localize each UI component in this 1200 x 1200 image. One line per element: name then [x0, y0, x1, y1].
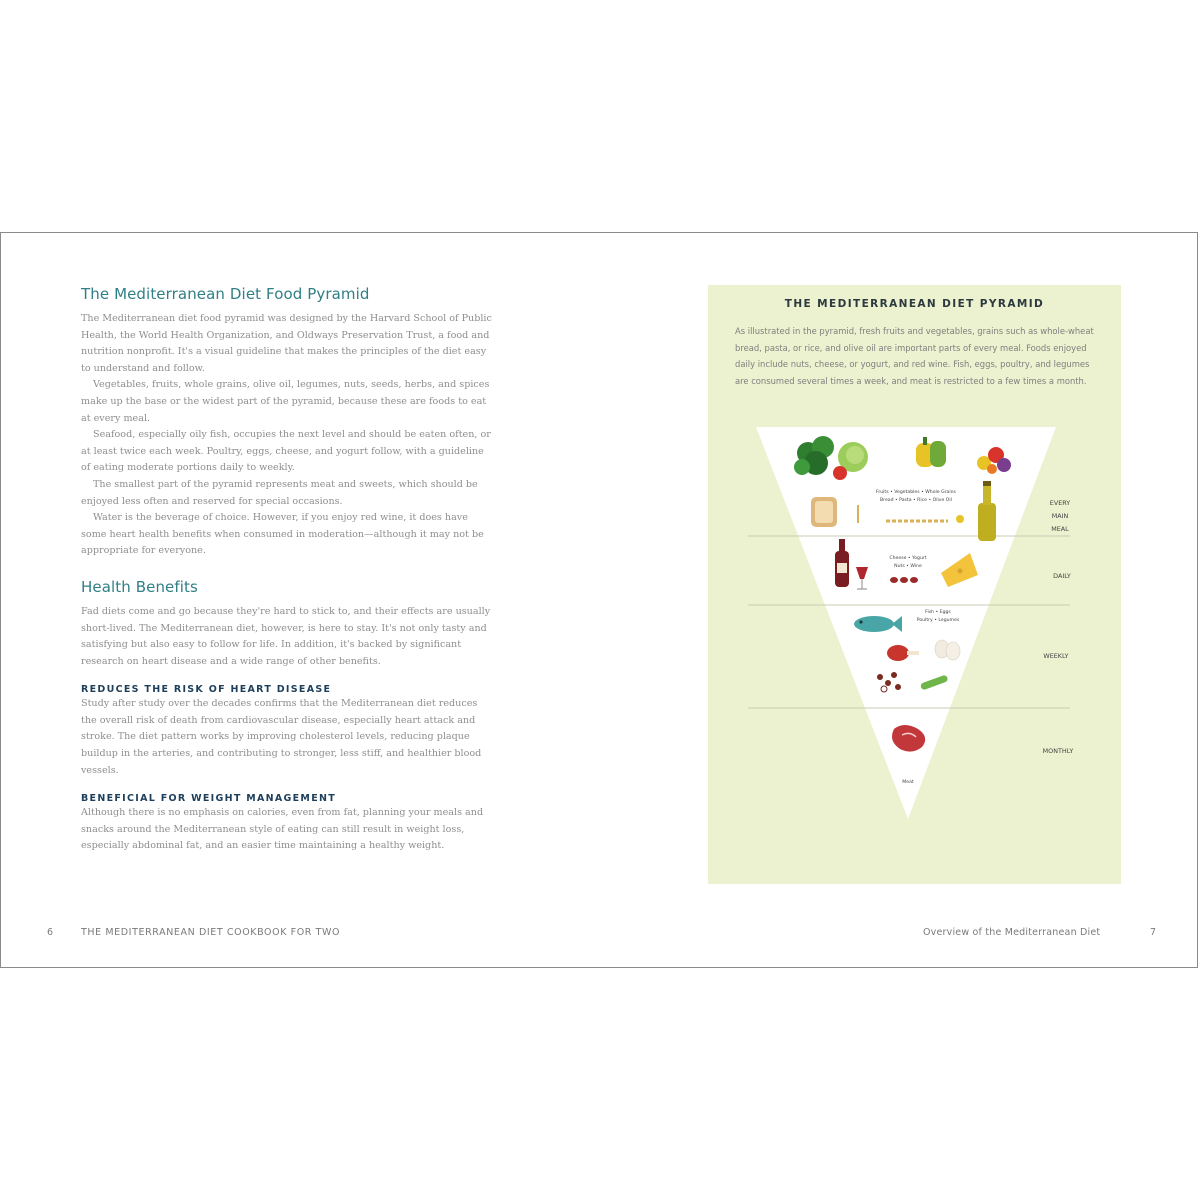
- nuts-icon: [890, 577, 918, 583]
- tier-label-monthly: MONTHLY: [1042, 747, 1074, 755]
- tier-label-main: MAIN: [1051, 512, 1069, 520]
- food-label-monthly: Meat: [902, 780, 914, 785]
- eggs-icon: [935, 640, 960, 660]
- food-label-daily-2: Nuts • Wine: [894, 564, 922, 569]
- paragraph-1: The Mediterranean diet food pyramid was designed by the Harvard School of Public Health, the World Health Organization, and Oldways Preservation Trust, a food and nutrition nonprofit. It's a visual guideline that makes the principles of the diet easy to understand and follow.: [81, 313, 492, 374]
- right-page-number: 7: [1150, 927, 1157, 938]
- subheading-weight-management: BENEFICIAL FOR WEIGHT MANAGEMENT: [81, 793, 337, 805]
- subheading-heart-disease: REDUCES THE RISK OF HEART DISEASE: [81, 684, 332, 696]
- tier-label-every: EVERY: [1049, 499, 1071, 507]
- panel-title: THE MEDITERRANEAN DIET PYRAMID: [784, 298, 1045, 310]
- food-label-daily-1: Cheese • Yogurt: [889, 556, 927, 561]
- paragraph-2: Vegetables, fruits, whole grains, olive oil, legumes, nuts, seeds, herbs, and spices make up the base or the widest part of the pyramid, because these are foods to eat at every meal.: [81, 379, 490, 424]
- pyramid-triangle: [756, 427, 1056, 819]
- food-label-weekly-1: Fish • Eggs: [925, 610, 951, 615]
- health-intro: Fad diets come and go because they're hard to stick to, and their effects are usually short-lived. The Mediterranean diet, however, is here to stay. It's not only tasty and satisfying but also easy to follow for life. In addition, it's backed by significant research on heart disease and a wide range of other benefits.: [81, 605, 491, 667]
- panel-text: As illustrated in the pyramid, fresh fruits and vegetables, grains such as whole-wheat bread, pasta, or rice, and olive oil are important parts of every meal. Foods enjoyed daily include nuts, cheese, or yogurt, and red wine. Fish, eggs, poultry, and legumes are consumed several times a week, and meat is restricted to a few times a month.: [735, 326, 1094, 386]
- right-running-head: Overview of the Mediterranean Diet: [923, 927, 1101, 938]
- tier-label-daily: DAILY: [1053, 572, 1071, 580]
- food-label-meal-1: Fruits • Vegetables • Whole Grains: [876, 490, 956, 495]
- left-running-head: THE MEDITERRANEAN DIET COOKBOOK FOR TWO: [81, 927, 341, 938]
- food-pyramid-illustration: [708, 425, 1121, 835]
- pyramid-panel: [708, 285, 1121, 884]
- left-page-number: 6: [47, 927, 54, 938]
- paragraph-3: Seafood, especially oily fish, occupies the next level and should be eaten often, or at least twice each week. Poultry, eggs, cheese, and yogurt follow, with a guideline of eating moderate portions daily to weekly.: [81, 429, 491, 474]
- left-page-content: [81, 285, 496, 855]
- section-title-pyramid: The Mediterranean Diet Food Pyramid: [81, 285, 370, 303]
- paragraph-5: Water is the beverage of choice. However, if you enjoy red wine, it does have some heart health benefits when consumed in moderation—although it may not be appropriate for everyone.: [81, 512, 484, 557]
- section-title-health-benefits: Health Benefits: [81, 577, 198, 596]
- heart-disease-text: Study after study over the decades confirms that the Mediterranean diet reduces the overall risk of death from cardiovascular disease, especially heart attack and stroke. The diet pattern works by improving cholesterol levels, reducing plaque buildup in the arteries, and contributing to stronger, less stiff, and healthier blood vessels.: [81, 698, 482, 776]
- tier-label-weekly: WEEKLY: [1043, 652, 1069, 660]
- bread-icon: [811, 497, 837, 527]
- tier-label-meal: MEAL: [1051, 525, 1069, 533]
- weight-management-text: Although there is no emphasis on calories, even from fat, planning your meals and snacks around the Mediterranean style of eating can still result in weight loss, especially abdominal fat, and an easier time maintaining a healthy weight.: [81, 807, 484, 852]
- paragraph-4: The smallest part of the pyramid represents meat and sweets, which should be enjoyed less often and reserved for special occasions.: [81, 478, 478, 507]
- food-label-meal-2: Bread • Pasta • Rice • Olive Oil: [880, 498, 952, 503]
- book-spread: [0, 232, 1198, 968]
- food-label-weekly-2: Poultry • Legumes: [916, 618, 960, 623]
